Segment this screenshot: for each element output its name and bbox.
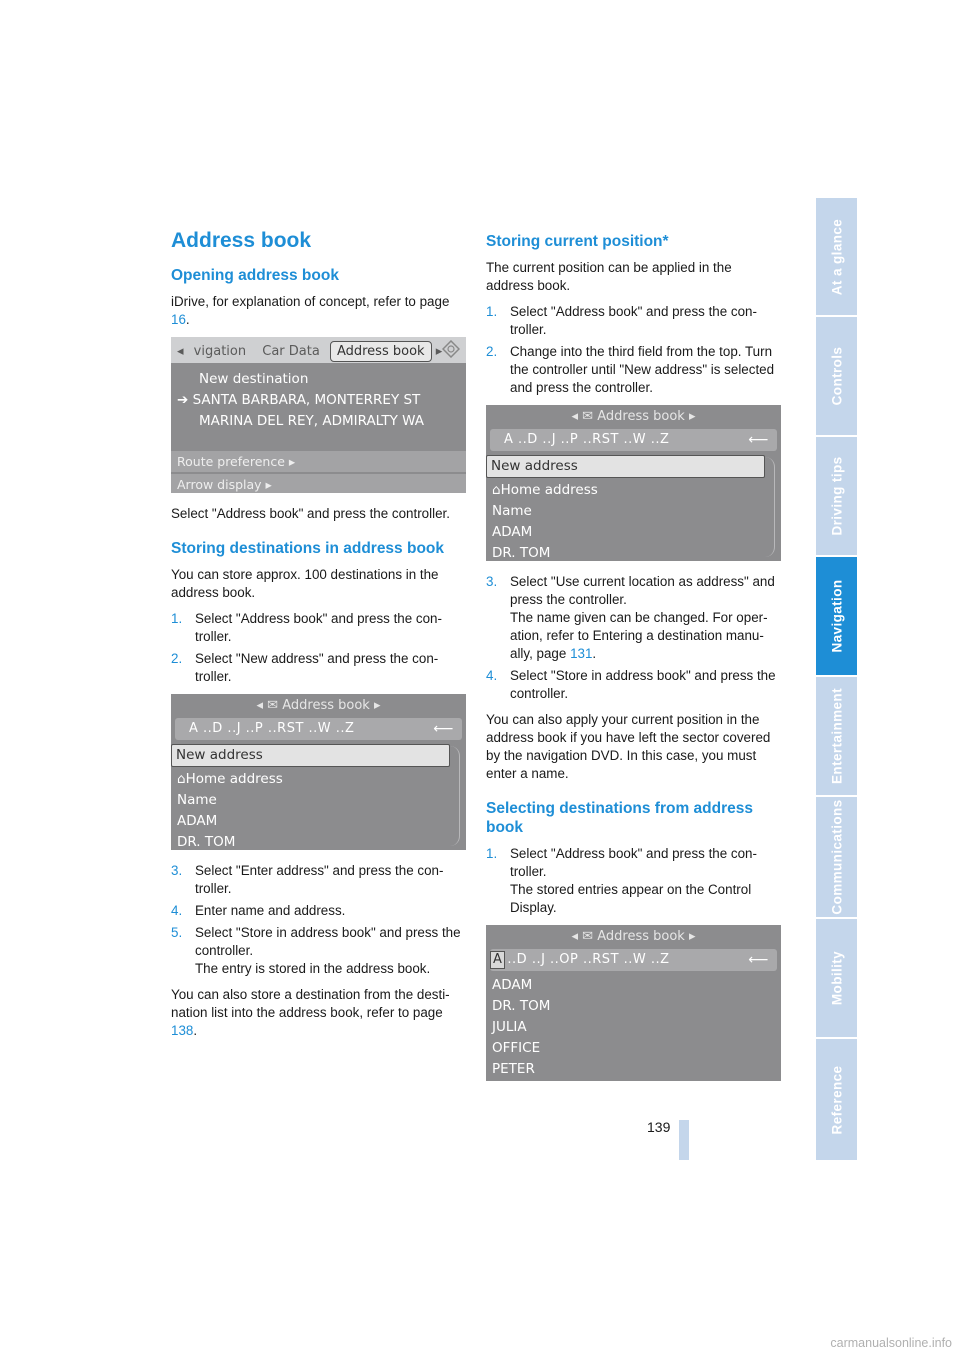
- menu-item-destination[interactable]: MARINA DEL REY, ADMIRALTY WA: [199, 413, 424, 429]
- sidebar-tab-at-a-glance[interactable]: At a glance: [816, 198, 857, 317]
- opening-intro: iDrive, for explanation of concept, refer to page 16.: [171, 294, 450, 327]
- opening-instruction: Select "Address book" and press the controller.: [171, 506, 450, 521]
- step: 4. Enter name and address.: [171, 903, 346, 918]
- back-arrow-icon[interactable]: ⟵: [748, 432, 769, 448]
- address-book-icon: ✉: [582, 409, 594, 424]
- sidebar-tab-navigation[interactable]: Navigation: [816, 557, 857, 677]
- arrow-right-icon: ▸: [435, 344, 443, 359]
- scrollbar[interactable]: [449, 746, 460, 846]
- sidebar-tab-controls[interactable]: Controls: [816, 317, 857, 437]
- steps-list: [486, 845, 781, 917]
- step: 1. Select "Address book" and press the con-troller.: [486, 304, 757, 337]
- home-icon: ⌂: [492, 482, 501, 498]
- alphabet-bar[interactable]: A ..D ..J ..P ..RST ..W ..Z ⟵: [490, 429, 777, 451]
- watermark: carmanualsonline.info: [830, 1336, 952, 1350]
- heading-storing: Storing destinations in address book: [171, 540, 445, 557]
- step: 2. Change into the third field from the top. Turn the controller until "New address" is selected and press the controller.: [486, 344, 775, 395]
- sidebar-tab-entertainment[interactable]: Entertainment: [816, 677, 857, 797]
- step: 5. Select "Store in address book" and press the controller. The entry is stored in the address book.: [171, 925, 461, 976]
- sidebar-tab-driving-tips[interactable]: Driving tips: [816, 437, 857, 557]
- list-item-name[interactable]: Name: [177, 792, 217, 808]
- sidebar-tab-communications[interactable]: Communications: [816, 797, 857, 919]
- back-arrow-icon[interactable]: ⟵: [433, 721, 454, 737]
- controller-icon: [442, 340, 460, 358]
- screen-title: ◂ ✉ Address book ▸: [571, 929, 696, 944]
- back-arrow-icon[interactable]: ⟵: [748, 952, 769, 968]
- steps-list: [486, 573, 781, 703]
- screen-address-book: [486, 405, 781, 561]
- page-number-bar: [679, 1120, 689, 1160]
- list-item-home-address[interactable]: ⌂Home address: [492, 482, 598, 498]
- list-item[interactable]: ADAM: [492, 524, 533, 540]
- current-intro: The current position can be applied in the address book.: [486, 260, 732, 293]
- list-item[interactable]: DR. TOM: [177, 834, 236, 850]
- alphabet-bar[interactable]: A ..D ..J ..OP ..RST ..W ..Z ⟵: [490, 949, 777, 971]
- heading-opening: Opening address book: [171, 267, 339, 284]
- list-item[interactable]: OFFICE: [492, 1040, 541, 1056]
- list-item-home-address[interactable]: ⌂Home address: [177, 771, 283, 787]
- list-item[interactable]: DR. TOM: [492, 998, 551, 1014]
- sidebar-tab-mobility[interactable]: Mobility: [816, 919, 857, 1039]
- chapter-sidebar: [816, 198, 857, 1160]
- alphabet-bar[interactable]: A ..D ..J ..P ..RST ..W ..Z ⟵: [175, 718, 462, 740]
- tab-car-data[interactable]: Car Data: [262, 344, 320, 359]
- menu-item-arrow-display[interactable]: Arrow display ▸: [171, 474, 466, 493]
- steps-list: [171, 610, 466, 686]
- screen-title: ◂ ✉ Address book ▸: [571, 409, 696, 424]
- scrollbar[interactable]: [764, 457, 775, 557]
- route-arrow-icon: ➔: [177, 392, 189, 408]
- current-outro: You can also apply your current position in the address book if you have left the sector covered by the navigation DVD. In this case, you must enter a name.: [486, 712, 771, 781]
- tab-navigation[interactable]: vigation: [193, 344, 247, 359]
- storing-outro: You can also store a destination from the desti-nation list into the address book, refer to page 138.: [171, 987, 450, 1038]
- screen-navigation-menu: [171, 337, 466, 493]
- screen-address-book: [171, 694, 466, 850]
- screen-address-book-entries: [486, 925, 781, 1081]
- sidebar-tab-reference[interactable]: Reference: [829, 1065, 844, 1134]
- page-link-138[interactable]: 138: [171, 1023, 194, 1038]
- menu-tab-bar: [171, 337, 466, 363]
- list-item[interactable]: ADAM: [177, 813, 218, 829]
- menu-item-new-destination[interactable]: New destination: [199, 371, 309, 387]
- menu-item-route-preference[interactable]: Route preference ▸: [171, 451, 466, 472]
- step: 2. Select "New address" and press the con-troller.: [171, 651, 439, 684]
- list-item-new-address[interactable]: New address: [171, 744, 450, 767]
- list-item-name[interactable]: Name: [492, 503, 532, 519]
- address-book-icon: ✉: [582, 929, 594, 944]
- screen-title: ◂ ✉ Address book ▸: [256, 698, 381, 713]
- step: 3. Select "Enter address" and press the con-troller.: [171, 863, 444, 896]
- page-number: 139: [647, 1119, 671, 1135]
- list-item[interactable]: PETER: [492, 1061, 535, 1077]
- step: 4. Select "Store in address book" and press the controller.: [486, 668, 776, 701]
- tab-address-book[interactable]: Address book: [330, 341, 432, 362]
- heading-selecting: Selecting destinations from address book: [486, 800, 754, 836]
- page-link-16[interactable]: 16: [171, 312, 186, 327]
- home-icon: ⌂: [177, 771, 186, 787]
- list-item[interactable]: ADAM: [492, 977, 533, 993]
- steps-list: [171, 862, 466, 978]
- heading-current-position: Storing current position*: [486, 233, 669, 250]
- list-item[interactable]: DR. TOM: [492, 545, 551, 561]
- steps-list: [486, 303, 781, 397]
- storing-intro: You can store approx. 100 destinations in the address book.: [171, 567, 439, 600]
- address-book-icon: ✉: [267, 698, 279, 713]
- step: 1. Select "Address book" and press the con-troller.: [171, 611, 442, 644]
- section-title: Address book: [171, 229, 312, 252]
- page-link-131[interactable]: 131: [570, 646, 593, 661]
- left-column: [171, 228, 466, 1048]
- right-column: [486, 228, 781, 1093]
- menu-item-destination[interactable]: ➔ SANTA BARBARA, MONTERREY ST: [177, 392, 421, 408]
- step: 1. Select "Address book" and press the con-troller. The stored entries appear on the Control Display.: [486, 846, 757, 915]
- step: 3. Select "Use current location as address" and press the controller. The name given can be changed. For oper-ation, refer to Entering a destination manu-ally, page 131.: [486, 574, 775, 661]
- list-item[interactable]: JULIA: [492, 1019, 527, 1035]
- list-item-new-address[interactable]: New address: [486, 455, 765, 478]
- alphabet-selected-letter[interactable]: A: [490, 951, 505, 969]
- arrow-left-icon: ◂: [177, 344, 184, 359]
